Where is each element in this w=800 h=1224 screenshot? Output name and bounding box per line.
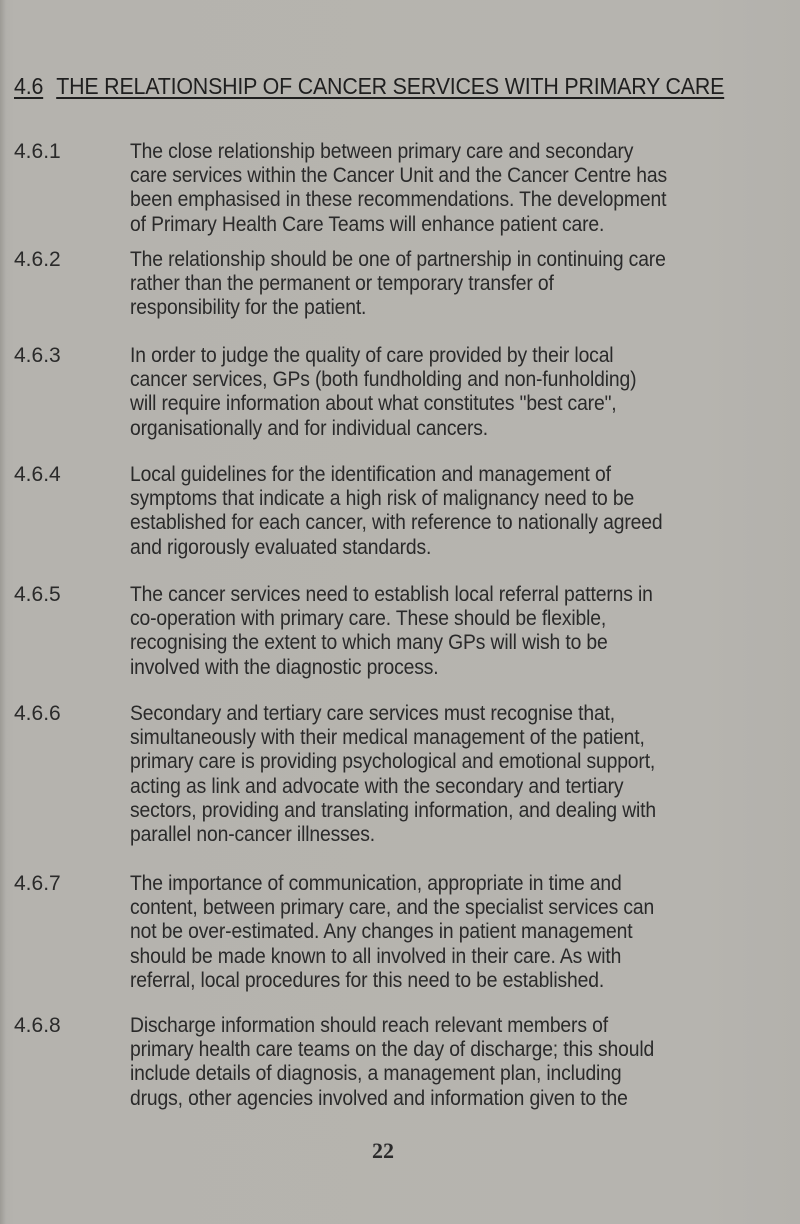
text-line: care services within the Cancer Unit and the Cancer Centre has — [130, 164, 667, 188]
text-line: referral, local procedures for this need to be established. — [130, 968, 605, 992]
text-line: acting as link and advocate with the secondary and tertiary — [130, 774, 624, 798]
paragraph-text — [130, 702, 790, 847]
paragraph-text — [130, 872, 790, 993]
text-line: primary care is providing psychological and emotional support, — [130, 750, 656, 774]
text-line: The close relationship between primary care and secondary — [130, 140, 634, 163]
text-line: sectors, providing and translating information, and dealing with — [130, 798, 657, 822]
text-line: drugs, other agencies involved and information given to the — [130, 1086, 628, 1110]
text-line: cancer services, GPs (both fundholding and non-funholding) — [130, 368, 637, 392]
paragraph-number: 4.6.7 — [14, 872, 61, 895]
text-line: The relationship should be one of partnership in continuing care — [130, 248, 666, 271]
text-line: responsibility for the patient. — [130, 296, 367, 320]
text-line: The importance of communication, appropriate in time and — [130, 872, 622, 895]
text-line: will require information about what constitutes "best care", — [130, 392, 617, 416]
paragraph-number: 4.6.3 — [14, 344, 61, 367]
section-heading — [14, 73, 724, 100]
text-line: should be made known to all involved in their care. As with — [130, 944, 622, 968]
paragraph-number: 4.6.2 — [14, 248, 61, 271]
text-line: organisationally and for individual cancers. — [130, 416, 489, 440]
text-line: Local guidelines for the identification and management of — [130, 463, 611, 486]
paragraph-number: 4.6.8 — [14, 1014, 61, 1037]
text-line: rather than the permanent or temporary transfer of — [130, 272, 554, 296]
text-line: include details of diagnosis, a management plan, including — [130, 1062, 622, 1086]
section-title: THE RELATIONSHIP OF CANCER SERVICES WITH PRIMARY CARE — [56, 73, 725, 99]
text-line: of Primary Health Care Teams will enhance patient care. — [130, 212, 605, 236]
paragraph-text — [130, 583, 790, 680]
paragraph-number: 4.6.6 — [14, 702, 61, 725]
text-line: primary health care teams on the day of discharge; this should — [130, 1038, 655, 1062]
paragraph-text — [130, 140, 790, 237]
paragraph-number: 4.6.4 — [14, 463, 61, 486]
text-line: In order to judge the quality of care provided by their local — [130, 344, 614, 367]
text-line: co-operation with primary care. These should be flexible, — [130, 607, 607, 631]
section-number: 4.6 — [14, 73, 44, 99]
paragraph-text — [130, 463, 790, 560]
paragraph-number: 4.6.5 — [14, 583, 61, 606]
text-line: Secondary and tertiary care services must recognise that, — [130, 702, 616, 725]
text-line: involved with the diagnostic process. — [130, 655, 439, 679]
text-line: recognising the extent to which many GPs will wish to be — [130, 631, 608, 655]
text-line: The cancer services need to establish local referral patterns in — [130, 583, 653, 606]
page-number: 22 — [372, 1138, 394, 1163]
paragraph-number: 4.6.1 — [14, 140, 61, 163]
text-line: Discharge information should reach relevant members of — [130, 1014, 608, 1037]
paragraph-text — [130, 344, 790, 441]
paragraph-text — [130, 248, 790, 321]
text-line: parallel non-cancer illnesses. — [130, 823, 376, 847]
text-line: and rigorously evaluated standards. — [130, 535, 432, 559]
text-line: not be over-estimated. Any changes in patient management — [130, 920, 633, 944]
text-line: symptoms that indicate a high risk of malignancy need to be — [130, 487, 635, 511]
text-line: established for each cancer, with reference to nationally agreed — [130, 511, 663, 535]
text-line: content, between primary care, and the specialist services can — [130, 896, 655, 920]
text-line: been emphasised in these recommendations. The development — [130, 188, 667, 212]
paragraph-text — [130, 1014, 790, 1111]
text-line: simultaneously with their medical management of the patient, — [130, 726, 645, 750]
